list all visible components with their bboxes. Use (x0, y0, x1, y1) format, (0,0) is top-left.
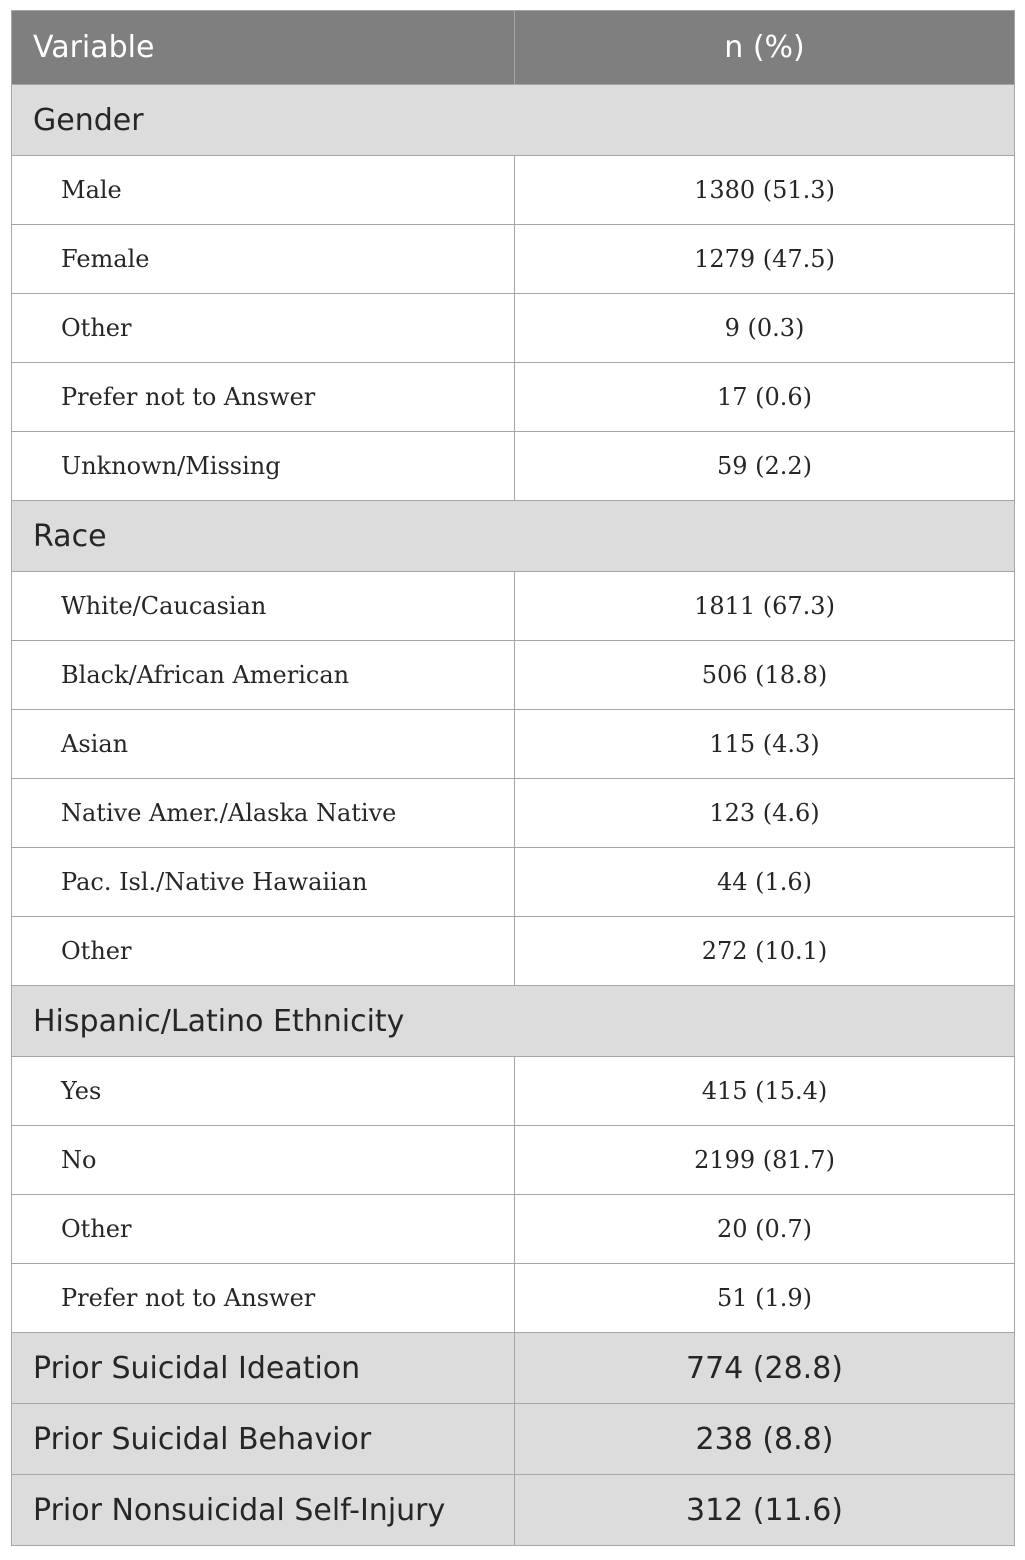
row-value: 1811 (67.3) (515, 572, 1015, 641)
section-title: Race (12, 501, 1015, 572)
row-label: White/Caucasian (12, 572, 515, 641)
row-label: Asian (12, 710, 515, 779)
summary-row-ideation (12, 1333, 1015, 1404)
table-row (12, 432, 1015, 501)
header-row (12, 11, 1015, 85)
table-row (12, 1195, 1015, 1264)
table-row (12, 572, 1015, 641)
section-row-ethnicity (12, 986, 1015, 1057)
row-value: 115 (4.3) (515, 710, 1015, 779)
header-n-percent: n (%) (515, 11, 1015, 85)
row-value: 44 (1.6) (515, 848, 1015, 917)
section-title: Gender (12, 85, 1015, 156)
table-row (12, 363, 1015, 432)
row-value: 123 (4.6) (515, 779, 1015, 848)
summary-value: 238 (8.8) (515, 1404, 1015, 1475)
row-value: 415 (15.4) (515, 1057, 1015, 1126)
section-title: Hispanic/Latino Ethnicity (12, 986, 1015, 1057)
summary-row-behavior (12, 1404, 1015, 1475)
row-label: Prefer not to Answer (12, 1264, 515, 1333)
row-label: Black/African American (12, 641, 515, 710)
table-row (12, 225, 1015, 294)
row-label: Native Amer./Alaska Native (12, 779, 515, 848)
row-value: 51 (1.9) (515, 1264, 1015, 1333)
row-label: Yes (12, 1057, 515, 1126)
section-row-gender (12, 85, 1015, 156)
summary-label: Prior Suicidal Ideation (12, 1333, 515, 1404)
row-label: Female (12, 225, 515, 294)
summary-row-nssi (12, 1475, 1015, 1546)
table-row (12, 641, 1015, 710)
summary-value: 312 (11.6) (515, 1475, 1015, 1546)
table-row (12, 1057, 1015, 1126)
row-label: Male (12, 156, 515, 225)
row-label: Prefer not to Answer (12, 363, 515, 432)
row-value: 272 (10.1) (515, 917, 1015, 986)
row-label: Unknown/Missing (12, 432, 515, 501)
demographics-table (11, 10, 1015, 1546)
summary-value: 774 (28.8) (515, 1333, 1015, 1404)
table-row (12, 710, 1015, 779)
header-variable: Variable (12, 11, 515, 85)
section-row-race (12, 501, 1015, 572)
table-row (12, 294, 1015, 363)
row-label: Other (12, 294, 515, 363)
table-row (12, 848, 1015, 917)
row-label: Other (12, 917, 515, 986)
row-value: 1279 (47.5) (515, 225, 1015, 294)
table-row (12, 156, 1015, 225)
row-value: 1380 (51.3) (515, 156, 1015, 225)
row-label: Other (12, 1195, 515, 1264)
row-value: 59 (2.2) (515, 432, 1015, 501)
row-value: 9 (0.3) (515, 294, 1015, 363)
table-row (12, 1264, 1015, 1333)
row-label: No (12, 1126, 515, 1195)
row-value: 506 (18.8) (515, 641, 1015, 710)
table-row (12, 917, 1015, 986)
summary-label: Prior Suicidal Behavior (12, 1404, 515, 1475)
row-label: Pac. Isl./Native Hawaiian (12, 848, 515, 917)
table-row (12, 779, 1015, 848)
summary-label: Prior Nonsuicidal Self-Injury (12, 1475, 515, 1546)
row-value: 17 (0.6) (515, 363, 1015, 432)
row-value: 20 (0.7) (515, 1195, 1015, 1264)
table-row (12, 1126, 1015, 1195)
row-value: 2199 (81.7) (515, 1126, 1015, 1195)
